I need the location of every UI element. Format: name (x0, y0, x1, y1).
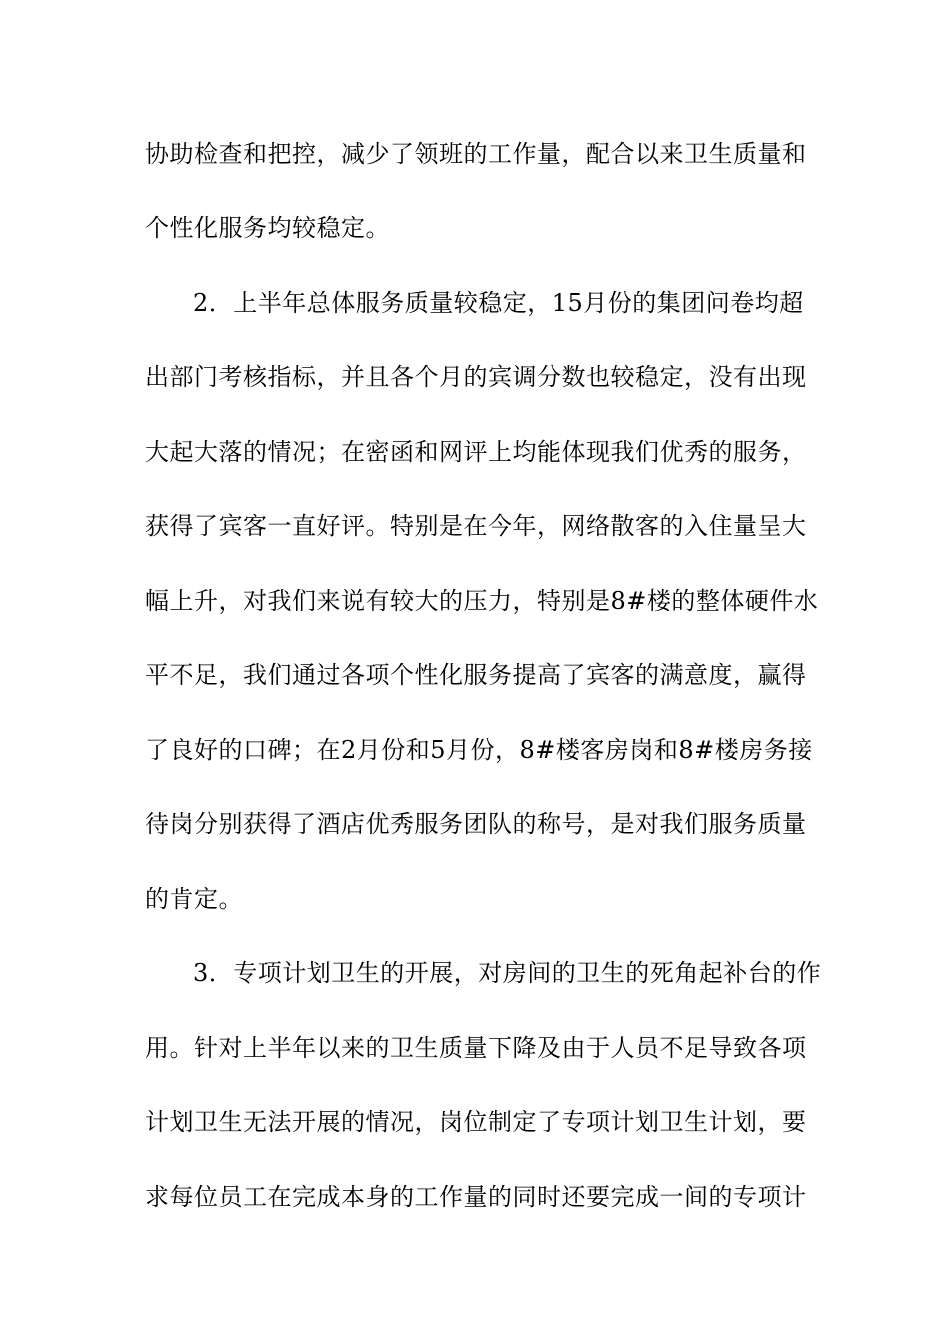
text-line-9: 了良好的口碑；在2月份和5月份，8#楼客房岗和8#楼房务接 (145, 736, 813, 764)
text-line-5: 大起大落的情况；在密函和网评上均能体现我们优秀的服务， (145, 438, 807, 466)
text-line-13: 用。针对上半年以来的卫生质量下降及由于人员不足导致各项 (145, 1034, 807, 1062)
text-line-2: 个性化服务均较稳定。 (145, 214, 390, 242)
text-line-7: 幅上升，对我们来说有较大的压力，特别是8#楼的整体硬件水 (145, 587, 819, 615)
text-line-10: 待岗分别获得了酒店优秀服务团队的称号，是对我们服务质量 (145, 810, 807, 838)
text-line-1: 协助检查和把控，减少了领班的工作量，配合以来卫生质量和 (145, 140, 807, 168)
paragraph-3-start: 3．专项计划卫生的开展，对房间的卫生的死角起补台的作 (193, 959, 822, 987)
text-line-8: 平不足，我们通过各项个性化服务提高了宾客的满意度，赢得 (145, 661, 807, 689)
text-line-4: 出部门考核指标，并且各个月的宾调分数也较稳定，没有出现 (145, 363, 807, 391)
text-line-15: 求每位员工在完成本身的工作量的同时还要完成一间的专项计 (145, 1183, 807, 1211)
text-line-14: 计划卫生无法开展的情况，岗位制定了专项计划卫生计划，要 (145, 1108, 807, 1136)
paragraph-2-start: 2．上半年总体服务质量较稳定，15月份的集团问卷均超 (193, 289, 804, 317)
text-line-6: 获得了宾客一直好评。特别是在今年，网络散客的入住量呈大 (145, 512, 807, 540)
text-line-11: 的肯定。 (145, 885, 243, 913)
